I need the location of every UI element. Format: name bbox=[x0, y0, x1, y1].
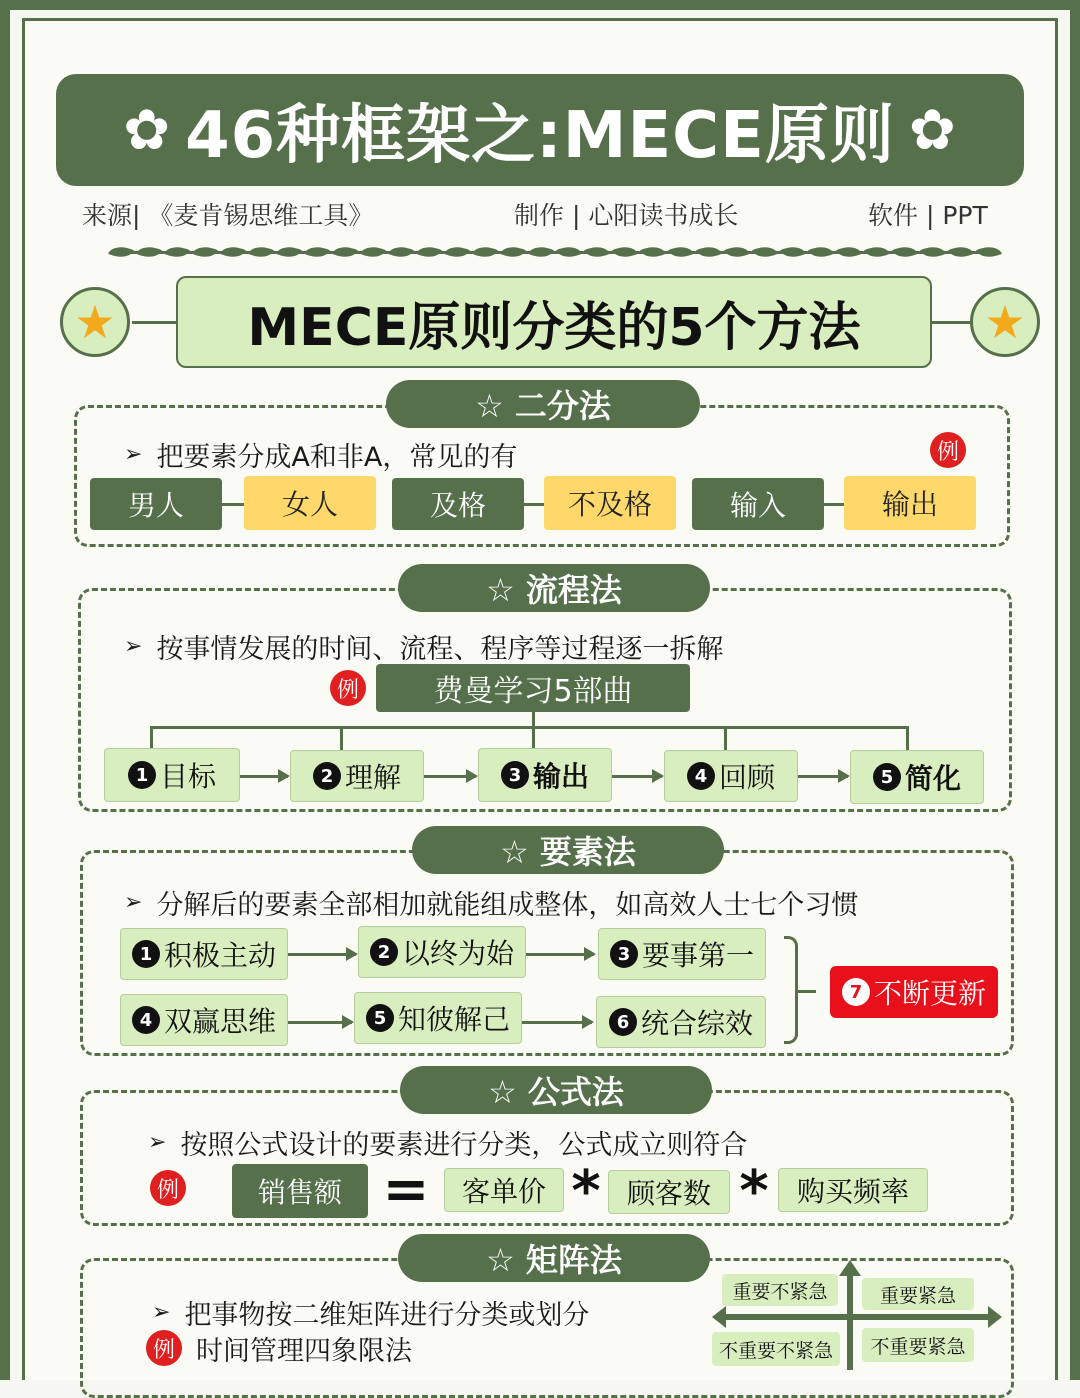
flower-icon: ✿ bbox=[123, 97, 172, 163]
binary-pair-1-b: 女人 bbox=[244, 476, 376, 530]
process-step-4: 4 回顾 bbox=[664, 750, 798, 802]
formula-factor-1: 客单价 bbox=[444, 1168, 564, 1212]
quadrant-top-right: 重要紧急 bbox=[862, 1278, 974, 1310]
arrow-bullet-icon: ➢ bbox=[124, 441, 143, 467]
arrow-bullet-icon: ➢ bbox=[148, 1129, 167, 1155]
star-icon: ★ bbox=[970, 287, 1040, 357]
example-badge: 例 bbox=[330, 670, 366, 706]
subtitle: MECE原则分类的5个方法 bbox=[176, 276, 932, 368]
group-brace bbox=[784, 936, 798, 1044]
binary-pair-1-a: 男人 bbox=[90, 478, 222, 530]
process-root: 费曼学习5部曲 bbox=[376, 664, 690, 712]
multiply-sign: * bbox=[571, 1158, 601, 1224]
arrow-left-icon bbox=[712, 1306, 726, 1328]
multiply-sign: * bbox=[739, 1158, 769, 1224]
arrow-up-icon bbox=[839, 1260, 861, 1276]
section-matrix-description: ➢ 把事物按二维矩阵进行分类或划分 bbox=[152, 1299, 590, 1331]
habit-4: 4 双赢思维 bbox=[120, 994, 288, 1046]
flower-icon: ✿ bbox=[908, 97, 957, 163]
formula-factor-2: 顾客数 bbox=[608, 1170, 730, 1214]
section-binary-title: ☆ 二分法 bbox=[386, 380, 700, 428]
arrow-right-icon bbox=[612, 775, 662, 778]
matrix-horizontal-axis bbox=[718, 1314, 988, 1320]
arrow-right-icon bbox=[526, 953, 594, 956]
equals-sign: = bbox=[382, 1156, 430, 1222]
section-process-title: ☆ 流程法 bbox=[398, 564, 710, 612]
example-badge: 例 bbox=[930, 432, 966, 468]
binary-pair-3-b: 输出 bbox=[844, 476, 976, 530]
leaf-divider bbox=[110, 236, 1000, 268]
quadrant-top-left: 重要不紧急 bbox=[722, 1274, 838, 1306]
section-formula-description: ➢ 按照公式设计的要素进行分类，公式成立则符合 bbox=[148, 1129, 748, 1161]
binary-pair-2-b: 不及格 bbox=[544, 476, 676, 530]
page-title: 46种框架之:MECE原则 bbox=[185, 99, 895, 173]
habit-3: 3 要事第一 bbox=[598, 928, 766, 980]
binary-pair-3-a: 输入 bbox=[692, 478, 824, 530]
arrow-right-icon bbox=[798, 775, 848, 778]
example-badge: 例 bbox=[150, 1170, 186, 1206]
section-element-title: ☆ 要素法 bbox=[412, 826, 724, 874]
example-badge: 例 bbox=[146, 1330, 182, 1366]
credit-software: 软件 | PPT bbox=[868, 201, 988, 230]
formula-factor-3: 购买频率 bbox=[778, 1168, 928, 1212]
matrix-vertical-axis bbox=[847, 1274, 853, 1370]
credit-maker: 制作 | 心阳读书成长 bbox=[514, 201, 739, 230]
binary-pair-2-a: 及格 bbox=[392, 478, 524, 530]
habit-2: 2 以终为始 bbox=[358, 926, 526, 978]
credit-source: 来源| 《麦肯锡思维工具》 bbox=[82, 201, 374, 230]
arrow-bullet-icon: ➢ bbox=[152, 1299, 171, 1325]
process-step-2: 2 理解 bbox=[290, 750, 424, 802]
subtitle-connector-right bbox=[932, 321, 972, 324]
habit-6: 6 统合综效 bbox=[596, 996, 766, 1048]
title-banner bbox=[56, 74, 1024, 186]
section-element-description: ➢ 分解后的要素全部相加就能组成整体，如高效人士七个习惯 bbox=[124, 889, 859, 921]
process-step-5: 5 简化 bbox=[850, 750, 984, 804]
arrow-right-icon bbox=[522, 1021, 592, 1024]
habit-5: 5 知彼解己 bbox=[354, 992, 522, 1044]
quadrant-bottom-right: 不重要紧急 bbox=[862, 1328, 974, 1362]
arrow-right-icon bbox=[988, 1306, 1002, 1328]
arrow-right-icon bbox=[240, 775, 288, 778]
formula-result: 销售额 bbox=[232, 1164, 368, 1218]
star-icon: ★ bbox=[60, 287, 130, 357]
process-step-3: 3 输出 bbox=[478, 748, 612, 802]
section-process-description: ➢ 按事情发展的时间、流程、程序等过程逐一拆解 bbox=[124, 633, 724, 665]
matrix-example: 时间管理四象限法 bbox=[196, 1335, 412, 1367]
arrow-bullet-icon: ➢ bbox=[124, 633, 143, 659]
section-matrix-title: ☆ 矩阵法 bbox=[398, 1234, 710, 1282]
quadrant-bottom-left: 不重要不紧急 bbox=[712, 1332, 840, 1366]
habit-1: 1 积极主动 bbox=[120, 928, 288, 980]
section-binary-description: ➢ 把要素分成A和非A，常见的有 bbox=[124, 441, 518, 473]
arrow-right-icon bbox=[288, 953, 356, 956]
arrow-bullet-icon: ➢ bbox=[124, 889, 143, 915]
arrow-right-icon bbox=[424, 775, 476, 778]
habit-7: 7 不断更新 bbox=[830, 966, 998, 1018]
subtitle-connector-left bbox=[132, 321, 176, 324]
section-formula-title: ☆ 公式法 bbox=[400, 1066, 712, 1114]
arrow-right-icon bbox=[288, 1021, 352, 1024]
process-step-1: 1 目标 bbox=[104, 748, 240, 802]
